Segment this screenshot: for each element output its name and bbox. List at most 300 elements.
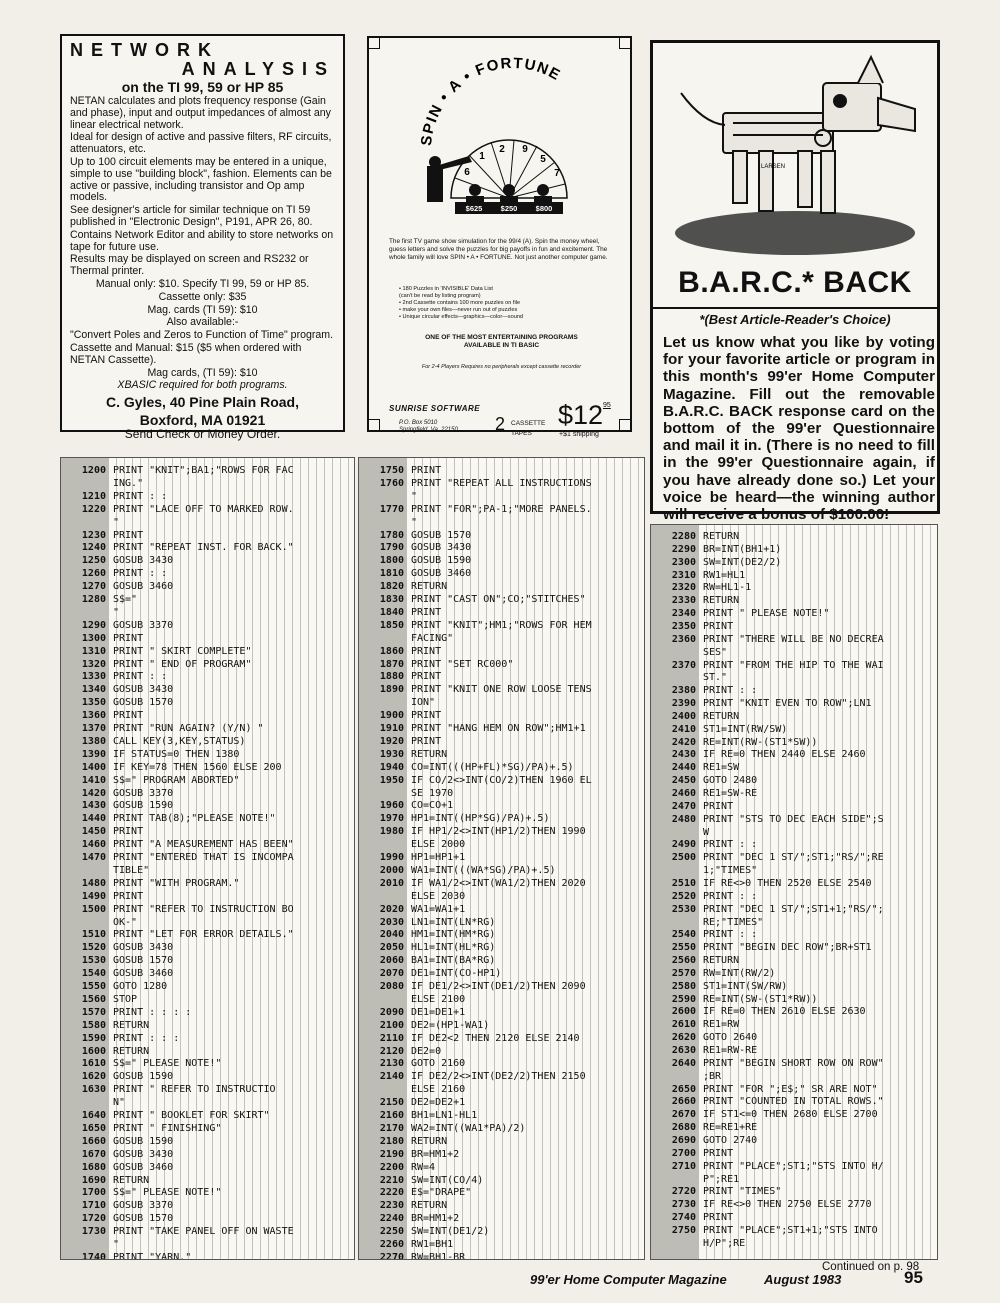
- code-text: IF HP1/2<>INT(HP1/2)THEN 1990: [411, 826, 586, 838]
- line-number: 1670: [81, 1148, 106, 1160]
- spin-tagline-1: ONE OF THE MOST ENTERTAINING PROGRAMS: [425, 334, 578, 341]
- line-number: 1480: [81, 877, 106, 889]
- line-number: 1270: [81, 581, 106, 593]
- line-number: 2330: [671, 595, 696, 607]
- line-number: 2110: [379, 1032, 404, 1044]
- line-number: 2260: [379, 1239, 404, 1250]
- code-text: RETURN: [411, 1200, 448, 1212]
- code-text: P";RE1: [703, 1173, 740, 1185]
- code-text: GOSUB 3460: [411, 568, 472, 580]
- code-text: ": [113, 1239, 120, 1250]
- line-number: 1340: [81, 684, 106, 696]
- line-number: 2090: [379, 1006, 404, 1018]
- code-text: PRINT "RUN AGAIN? (Y/N) ": [113, 723, 264, 734]
- code-text: GOSUB 3430: [113, 555, 174, 567]
- spin-players: For 2-4 Players Requires no peripherals except cassette recorder: [421, 364, 582, 370]
- code-text: PRINT "KNIT ONE ROW LOOSE TENS: [411, 684, 592, 696]
- code-text: PRINT "FOR";PA-1;"MORE PANELS.: [411, 503, 592, 515]
- code-text: PRINT: [113, 632, 144, 644]
- code-text: PRINT "TAKE PANEL OFF ON WASTE: [113, 1226, 294, 1238]
- code-text: HM1=INT(HM*RG): [411, 929, 496, 941]
- code-text: RETURN: [703, 531, 740, 542]
- wheel-digit: 5: [540, 154, 546, 165]
- line-number: 1320: [81, 658, 106, 670]
- line-number: 2180: [379, 1135, 404, 1147]
- line-number: 2010: [379, 877, 404, 889]
- line-number: 1690: [81, 1174, 106, 1186]
- code-text: S$=" PROGRAM ABORTED": [113, 774, 240, 786]
- cassette-word: CASSETTE: [511, 420, 546, 427]
- line-number: 1930: [379, 748, 404, 760]
- code-text: GOSUB 3430: [113, 1148, 174, 1160]
- line-number: 2590: [671, 993, 696, 1005]
- line-number: 1770: [379, 503, 404, 515]
- line-number: 1940: [379, 761, 404, 773]
- code-text: GOSUB 1570: [113, 955, 174, 967]
- sunrise-address: [399, 420, 458, 434]
- netan-para: Up to 100 circuit elements may be entered in a unique, simple to use "building block", fashion. Elements can be active or passive, including transistor and Op amp models.: [70, 155, 332, 204]
- prize-label: $800: [535, 204, 553, 213]
- code-text: RE1=RW-RE: [703, 1045, 758, 1056]
- netan-price-manual: Manual only: $10. Specify TI 99, 59 or HP 85.: [95, 277, 310, 290]
- code-text: ELSE 2030: [411, 890, 466, 902]
- code-text: IF DE2<2 THEN 2120 ELSE 2140: [411, 1032, 580, 1044]
- line-number: 1750: [379, 465, 404, 476]
- code-text: ELSE 2100: [411, 993, 466, 1005]
- line-number: 1820: [379, 581, 404, 593]
- code-text: WA1=WA1+1: [411, 903, 466, 915]
- line-number: 2250: [379, 1226, 404, 1238]
- spin-tagline-2: AVAILABLE IN TI BASIC: [463, 342, 540, 349]
- line-number: 2050: [379, 942, 404, 954]
- code-text: PRINT "YARN.": [113, 1251, 192, 1260]
- line-number: 1440: [81, 813, 106, 825]
- line-number: 2310: [671, 569, 696, 581]
- code-text: WA2=INT((WA1*PA)/2): [411, 1122, 526, 1134]
- code-text: PRINT: [411, 671, 442, 683]
- line-number: 2580: [671, 980, 696, 992]
- line-number: 1410: [81, 774, 106, 786]
- netan-para: Results may be displayed on screen and RS232 or Thermal printer.: [70, 253, 309, 278]
- wheel-digit: 2: [499, 144, 505, 155]
- line-number: 2690: [671, 1134, 696, 1146]
- code-text: STOP: [113, 993, 138, 1005]
- code-text: RW1=BH1: [411, 1239, 454, 1250]
- code-text: PRINT " BOOKLET FOR SKIRT": [113, 1110, 270, 1121]
- code-text: S$=": [113, 594, 138, 605]
- code-text: GOSUB 1570: [411, 529, 472, 541]
- code-text: PRINT "KNIT";BA1;"ROWS FOR FAC: [113, 465, 294, 476]
- code-text: PRINT "THERE WILL BE NO DECREA: [703, 633, 884, 645]
- line-number: 2230: [379, 1200, 404, 1212]
- netan-para: NETAN calculates and plots frequency response (Gain and phase), input and output impedances of almost any linear electrical network.: [70, 95, 331, 131]
- line-number: 1390: [81, 748, 106, 760]
- line-number: 2280: [671, 531, 696, 542]
- code-text: IF DE1/2<>INT(DE1/2)THEN 2090: [411, 981, 586, 992]
- code-text: GOSUB 3430: [113, 684, 174, 696]
- spin-bullet: • make your own files—never run out of puzzles: [399, 307, 518, 313]
- line-number: 2270: [379, 1251, 404, 1260]
- code-text: PRINT "KNIT";HM1;"ROWS FOR HEM: [411, 619, 592, 631]
- continued-note: Continued on p. 98: [822, 1261, 920, 1273]
- line-number: 2510: [671, 877, 696, 889]
- line-number: 1380: [81, 735, 106, 747]
- code-text: IF WA1/2<>INT(WA1/2)THEN 2020: [411, 877, 586, 889]
- divider: [653, 307, 937, 309]
- code-text: PRINT: [703, 800, 734, 812]
- line-number: 1420: [81, 787, 106, 799]
- code-text: PRINT "ENTERED THAT IS INCOMPA: [113, 852, 294, 863]
- line-number: 2560: [671, 955, 696, 967]
- line-number: 2020: [379, 903, 404, 915]
- corner-mark: [619, 419, 631, 431]
- code-text: RW1=HL1: [703, 569, 746, 581]
- line-number: 2390: [671, 698, 696, 710]
- code-text: RETURN: [411, 1135, 448, 1147]
- line-number: 2130: [379, 1058, 404, 1070]
- prize-label: $625: [465, 204, 483, 213]
- line-number: 2500: [671, 852, 696, 864]
- netan-price-cassette: Cassette only: $35: [158, 290, 247, 303]
- netan-combo: Cassette and Manual: $15 ($5 when ordered with NETAN Cassette).: [70, 341, 302, 366]
- page-number: 95: [904, 1268, 923, 1287]
- spin-ad: [367, 36, 632, 438]
- code-text: PRINT "REPEAT ALL INSTRUCTIONS: [411, 477, 592, 489]
- netan-title-analysis: ANALYSIS: [181, 59, 335, 79]
- code-text: PRINT : : : :: [113, 1006, 192, 1018]
- code-text: ST1=INT(RW/SW): [703, 723, 788, 735]
- code-text: PRINT " END OF PROGRAM": [113, 658, 252, 670]
- line-number: 2340: [671, 608, 696, 620]
- line-number: 1260: [81, 568, 106, 580]
- code-text: HP1=HP1+1: [411, 852, 466, 863]
- magazine-name: 99'er Home Computer Magazine: [530, 1272, 727, 1287]
- code-text: GOTO 2640: [703, 1032, 758, 1044]
- code-text: ING.": [113, 477, 144, 489]
- code-text: PRINT : :: [703, 929, 758, 941]
- line-number: 2140: [379, 1071, 404, 1083]
- line-number: 2660: [671, 1096, 696, 1108]
- code-text: PRINT "PLACE";ST1;"STS INTO H/: [703, 1160, 884, 1172]
- line-number: 1490: [81, 890, 106, 902]
- code-text: PRINT "WITH PROGRAM.": [113, 877, 240, 889]
- line-number: 2080: [379, 981, 404, 992]
- line-number: 1250: [81, 555, 106, 567]
- line-number: 1450: [81, 826, 106, 838]
- line-number: 2550: [671, 942, 696, 954]
- line-number: 2460: [671, 788, 696, 799]
- line-number: 1830: [379, 594, 404, 605]
- wheel-digit: 6: [464, 167, 470, 178]
- spin-bullets: [399, 286, 614, 321]
- line-number: 1730: [81, 1226, 106, 1238]
- line-number: 2360: [671, 633, 696, 645]
- code-text: ": [411, 516, 418, 528]
- code-text: PRINT "BEGIN SHORT ROW ON ROW": [703, 1057, 884, 1069]
- prize-label: $250: [500, 204, 518, 213]
- code-text: CALL KEY(3,KEY,STATUS): [113, 735, 246, 747]
- robot-dog-illustration: [653, 43, 937, 263]
- line-number: 2420: [671, 736, 696, 748]
- code-text: SW=INT(CO/4): [411, 1174, 484, 1186]
- code-text: PRINT: [411, 645, 442, 657]
- code-text: SES": [703, 646, 728, 658]
- code-text: PRINT "REPEAT INST. FOR BACK.": [113, 542, 294, 554]
- line-number: 1850: [379, 619, 404, 631]
- line-number: 1230: [81, 529, 106, 541]
- code-text: RW=INT(RW/2): [703, 967, 776, 979]
- issue-date: August 1983: [764, 1272, 842, 1287]
- code-text: PRINT: [411, 606, 442, 618]
- code-text: PRINT : :: [113, 671, 168, 683]
- line-number: 2220: [379, 1187, 404, 1199]
- line-number: 1200: [81, 465, 106, 476]
- line-number: 1530: [81, 955, 106, 967]
- spin-bullet: • 180 Puzzles in 'INVISIBLE' Data List: [399, 286, 493, 292]
- line-number: 1430: [81, 800, 106, 812]
- code-text: RETURN: [703, 955, 740, 967]
- code-text: S$=" PLEASE NOTE!": [113, 1058, 222, 1070]
- line-number: 1240: [81, 542, 106, 554]
- code-text: GOSUB 1590: [411, 555, 472, 567]
- code-text: PRINT "REFER TO INSTRUCTION BO: [113, 903, 294, 915]
- line-number: 2400: [671, 710, 696, 722]
- line-number: 1520: [81, 942, 106, 954]
- code-text: HP1=INT((HP*SG)/PA)+.5): [411, 813, 550, 825]
- line-number: 2150: [379, 1097, 404, 1109]
- code-text: FACING": [411, 632, 454, 644]
- code-text: PRINT: [411, 465, 442, 476]
- code-text: RE1=SW-RE: [703, 788, 758, 799]
- code-text: IF ST1<=0 THEN 2680 ELSE 2700: [703, 1109, 878, 1121]
- code-text: PRINT: [411, 710, 442, 722]
- code-text: GOSUB 1590: [113, 1071, 174, 1083]
- code-text: ST1=INT(SW/RW): [703, 980, 788, 992]
- wheel-digit: 7: [554, 168, 560, 179]
- code-text: PRINT "KNIT EVEN TO ROW";LN1: [703, 698, 872, 710]
- code-text: GOTO 2480: [703, 775, 758, 787]
- line-number: 2470: [671, 800, 696, 812]
- spin-shipping: +$1 shipping: [559, 431, 599, 438]
- line-number: 1290: [81, 619, 106, 631]
- code-text: GOSUB 3460: [113, 581, 174, 593]
- line-number: 2710: [671, 1160, 696, 1172]
- code-text: PRINT "DEC 1 ST/";ST1+1;"RS/";: [703, 903, 884, 915]
- code-text: DE2=(HP1-WA1): [411, 1019, 490, 1031]
- line-number: 2200: [379, 1161, 404, 1173]
- code-text: RE;"TIMES": [703, 916, 764, 928]
- code-text: PRINT : :: [703, 890, 758, 902]
- code-text: PRINT "HANG HEM ON ROW";HM1+1: [411, 723, 586, 734]
- line-number: 1810: [379, 568, 404, 580]
- code-text: BA1=INT(BA*RG): [411, 955, 496, 967]
- cassette-label: [511, 419, 545, 439]
- netan-title-network: NETWORK: [70, 40, 219, 60]
- spin-price: $12: [558, 400, 604, 430]
- code-text: PRINT "TIMES": [703, 1186, 782, 1198]
- code-text: E$="DRAPE": [411, 1187, 472, 1199]
- line-number: 1370: [81, 723, 106, 734]
- line-number: 1600: [81, 1045, 106, 1057]
- code-text: DE1=INT(CO-HP1): [411, 968, 502, 980]
- code-text: BH1=LN1-HL1: [411, 1110, 478, 1121]
- line-number: 2300: [671, 556, 696, 568]
- line-number: 1610: [81, 1058, 106, 1070]
- line-number: 2440: [671, 762, 696, 774]
- code-text: W: [703, 826, 710, 838]
- code-text: PRINT "FROM THE HIP TO THE WAI: [703, 659, 884, 671]
- line-number: 2450: [671, 775, 696, 787]
- code-text: CO=CO+1: [411, 800, 454, 812]
- line-number: 1700: [81, 1187, 106, 1199]
- code-text: PRINT: [703, 1147, 734, 1159]
- line-number: 2720: [671, 1186, 696, 1198]
- code-text: GOSUB 1590: [113, 1135, 174, 1147]
- line-number: 2490: [671, 839, 696, 851]
- line-number: 2480: [671, 813, 696, 825]
- line-number: 1210: [81, 490, 106, 502]
- line-number: 2630: [671, 1045, 696, 1056]
- line-number: 2600: [671, 1006, 696, 1018]
- code-text: PRINT: [113, 710, 144, 722]
- line-number: 1720: [81, 1213, 106, 1225]
- line-number: 1780: [379, 529, 404, 541]
- code-text: PRINT " PLEASE NOTE!": [703, 608, 830, 620]
- sunrise-po: P.O. Box 5010: [399, 420, 438, 426]
- netan-ad: [60, 34, 345, 442]
- code-text: ELSE 2000: [411, 839, 466, 851]
- line-number: 2540: [671, 929, 696, 941]
- code-text: TIBLE": [113, 864, 150, 876]
- code-text: RE=INT(SW-(ST1*RW)): [703, 993, 818, 1005]
- netan-subtitle: on the TI 99, 59 or HP 85: [121, 79, 284, 95]
- code-text: IF RE=0 THEN 2610 ELSE 2630: [703, 1006, 866, 1018]
- code-text: ": [113, 516, 120, 528]
- line-number: 2000: [379, 864, 404, 876]
- code-text: RW=HL1-1: [703, 582, 752, 594]
- code-text: PRINT "STS TO DEC EACH SIDE";S: [703, 813, 884, 825]
- line-number: 1680: [81, 1161, 106, 1173]
- code-text: PRINT "CAST ON";CO;"STITCHES": [411, 594, 586, 605]
- sunrise-city: Springfield, Va. 22150: [399, 427, 458, 433]
- code-text: BR=INT(BH1+1): [703, 543, 782, 555]
- code-text: PRINT " SKIRT COMPLETE": [113, 645, 252, 657]
- line-number: 1840: [379, 606, 404, 618]
- line-number: 2610: [671, 1019, 696, 1031]
- code-text: ": [113, 606, 120, 618]
- code-text: RW=BH1-BR: [411, 1251, 466, 1260]
- line-number: 2070: [379, 968, 404, 980]
- line-number: 2240: [379, 1213, 404, 1225]
- code-text: GOSUB 3370: [113, 787, 174, 799]
- host-figure: [427, 166, 443, 202]
- line-number: 2640: [671, 1057, 696, 1069]
- netan-mag2: Mag cards, (TI 59): $10: [147, 366, 258, 379]
- code-text: RE1=SW: [703, 762, 740, 774]
- corner-mark: [368, 419, 380, 431]
- spin-wheel-graphic: [369, 38, 634, 238]
- line-number: 1860: [379, 645, 404, 657]
- line-number: 1540: [81, 968, 106, 980]
- code-text: RE=INT(RW-(ST1*SW)): [703, 736, 818, 748]
- code-text: 1;"TIMES": [703, 865, 758, 877]
- netan-send: Send Check or Money Order.: [124, 427, 281, 442]
- code-text: PRINT: [113, 890, 144, 902]
- tapes-word: TAPES: [511, 430, 532, 437]
- code-text: LN1=INT(LN*RG): [411, 916, 496, 928]
- line-number: 1400: [81, 761, 106, 773]
- line-number: 2170: [379, 1122, 404, 1134]
- line-number: 1910: [379, 723, 404, 734]
- code-text: RE=RE1+RE: [703, 1122, 758, 1134]
- code-column-1: [60, 457, 355, 1260]
- line-number: 1620: [81, 1071, 106, 1083]
- line-number: 1960: [379, 800, 404, 812]
- line-number: 1500: [81, 903, 106, 915]
- line-number: 1360: [81, 710, 106, 722]
- code-text: SW=INT(DE2/2): [703, 556, 782, 568]
- netan-para: Ideal for design of active and passive filters, RF circuits, attenuators, etc.: [70, 131, 332, 156]
- spin-description: The first TV game show simulation for the 99/4 (A). Spin the money wheel, guess letters and solve the puzzles for big payoffs in fun and excitement. The whole family will love SPIN • A • FORTUNE. Not just another computer game.: [389, 238, 608, 261]
- code-text: PRINT TAB(8);"PLEASE NOTE!": [113, 813, 276, 825]
- code-text: IF RE<>0 THEN 2520 ELSE 2540: [703, 877, 872, 889]
- line-number: 2290: [671, 543, 696, 555]
- line-number: 1800: [379, 555, 404, 567]
- code-text: RE1=RW: [703, 1019, 740, 1031]
- spin-bullet: • 2nd Cassette contains 100 more puzzles on file: [399, 300, 521, 306]
- line-number: 2190: [379, 1148, 404, 1160]
- spin-tagline: [389, 334, 614, 350]
- code-text: PRINT : : :: [113, 1032, 180, 1044]
- code-text: RETURN: [703, 595, 740, 607]
- line-number: 1560: [81, 993, 106, 1005]
- code-text: SW=INT(DE1/2): [411, 1226, 490, 1238]
- line-number: 2320: [671, 582, 696, 594]
- line-number: 1350: [81, 697, 106, 709]
- line-number: 1660: [81, 1135, 106, 1147]
- line-number: 1280: [81, 594, 106, 605]
- netan-price-mag: Mag. cards (TI 59): $10: [147, 303, 258, 316]
- spin-bullet: (can't be read by listing program): [399, 293, 481, 299]
- line-number: 1740: [81, 1251, 106, 1260]
- code-text: CO=INT(((HP+FL)*SG)/PA)+.5): [411, 761, 574, 773]
- line-number: 2040: [379, 929, 404, 941]
- code-text: RETURN: [411, 581, 448, 593]
- code-text: PRINT : :: [703, 839, 758, 851]
- line-number: 2570: [671, 967, 696, 979]
- line-number: 1710: [81, 1200, 106, 1212]
- code-text: GOSUB 3460: [113, 968, 174, 980]
- barc-subtitle: *(Best Article-Reader's Choice): [699, 312, 891, 327]
- code-text: DE2=DE2+1: [411, 1097, 466, 1109]
- code-text: PRINT "BEGIN DEC ROW";BR+ST1: [703, 942, 872, 954]
- line-number: 1470: [81, 852, 106, 863]
- line-number: 1630: [81, 1084, 106, 1096]
- line-number: 2620: [671, 1032, 696, 1044]
- barc-body: Let us know what you like by voting for your favorite article or program in this month's 99'er Home Computer Magazine. Fill out the removable B.A.R.C. BACK response card on the bottom of the 99'er Questionnaire and mail it in. (There is no need to fill in the 99'er Questionnaire again, if you have already done so.) Let your voice be heard—the winning author will receive a bonus of $100.00!: [663, 334, 935, 524]
- code-text: GOSUB 1570: [113, 697, 174, 709]
- sunrise-logo: SUNRISE SOFTWARE: [389, 404, 481, 413]
- line-number: 1220: [81, 503, 106, 515]
- line-number: 2530: [671, 903, 696, 915]
- code-text: OK-": [113, 916, 138, 928]
- netan-also: Also available:-: [166, 316, 239, 329]
- code-text: DE1=DE1+1: [411, 1006, 466, 1018]
- line-number: 1890: [379, 684, 404, 696]
- line-number: 2370: [671, 659, 696, 671]
- code-text: SE 1970: [411, 787, 454, 799]
- line-number: 1460: [81, 839, 106, 851]
